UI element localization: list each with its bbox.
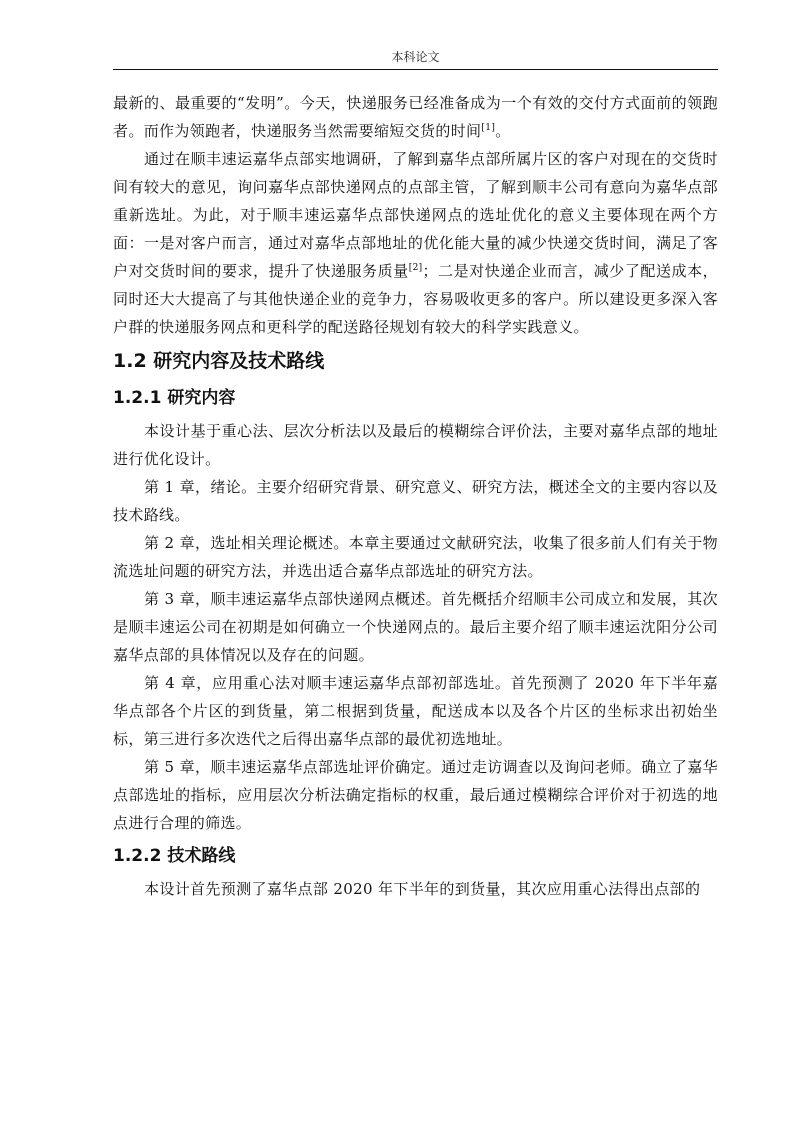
- paragraph-chapter-5: 第 5 章，顺丰速运嘉华点部选址评价确定。通过走访调查以及询问老师。确立了嘉华点部选址的指标，应用层次分析法确定指标的权重，最后通过模糊综合评价对于初选的地点进行合理的筛选。: [113, 758, 718, 832]
- paragraph-chapter-2: 第 2 章，选址相关理论概述。本章主要通过文献研究法，收集了很多前人们有关于物流选址问题的研究方法，并选出适合嘉华点部选址的研究方法。: [113, 534, 718, 580]
- paragraph-chapter-4: 第 4 章，应用重心法对顺丰速运嘉华点部初部选址。首先预测了 2020 年下半年嘉华点部各个片区的到货量，第二根据到货量，配送成本以及各个片区的坐标求出初始坐标，第三进行多次迭代之后得出嘉华点部的最优初选地址。: [113, 674, 718, 748]
- paragraph-intro-continued: 最新的、最重要的“发明”。今天，快递服务已经准备成为一个有效的交付方式面前的领跑者。而作为领跑者，快递服务当然需要缩短交货的时间[1]。: [113, 94, 718, 140]
- paragraph-chapter-3: 第 3 章，顺丰速运嘉华点部快递网点概述。首先概括介绍顺丰公司成立和发展，其次是顺丰速运公司在初期是如何确立一个快递网点的。最后主要介绍了顺丰速运沈阳分公司嘉华点部的具体情况以及存在的问题。: [113, 590, 718, 664]
- paragraph-significance: 通过在顺丰速运嘉华点部实地调研，了解到嘉华点部所属片区的客户对现在的交货时间有较大的意见，询问嘉华点部快递网点的点部主管，了解到顺丰公司有意向为嘉华点部重新选址。为此，对于顺丰速运嘉华点部快递网点的选址优化的意义主要体现在两个方面：一是对客户而言，通过对嘉华点部地址的优化能大量的减少快递交货时间，满足了客户对交货时间的要求，提升了快递服务质量[2]；二是对快递企业而言，减少了配送成本，同时还大大提高了与其他快递企业的竞争力，容易吸收更多的客户。所以建设更多深入客户群的快递服务网点和更科学的配送路径规划有较大的科学实践意义。: [113, 150, 718, 336]
- section-heading-1-2: 1.2 研究内容及技术路线: [113, 350, 325, 372]
- subsection-heading-1-2-2: 1.2.2 技术路线: [113, 846, 236, 866]
- subsection-heading-1-2-1: 1.2.1 研究内容: [113, 388, 236, 408]
- running-header: 本科论文: [391, 50, 440, 64]
- page-body: [113, 89, 718, 903]
- citation-2: [2]: [408, 263, 423, 273]
- citation-1: [1]: [481, 123, 496, 133]
- paragraph-design-basis: 本设计基于重心法、层次分析法以及最后的模糊综合评价法，主要对嘉华点部的地址进行优化设计。: [113, 422, 718, 468]
- header-divider: [113, 69, 718, 70]
- paragraph-technical-route: 本设计首先预测了嘉华点部 2020 年下半年的到货量，其次应用重心法得出点部的: [144, 880, 701, 898]
- paragraph-chapter-1: 第 1 章，绪论。主要介绍研究背景、研究意义、研究方法，概述全文的主要内容以及技术路线。: [113, 478, 718, 524]
